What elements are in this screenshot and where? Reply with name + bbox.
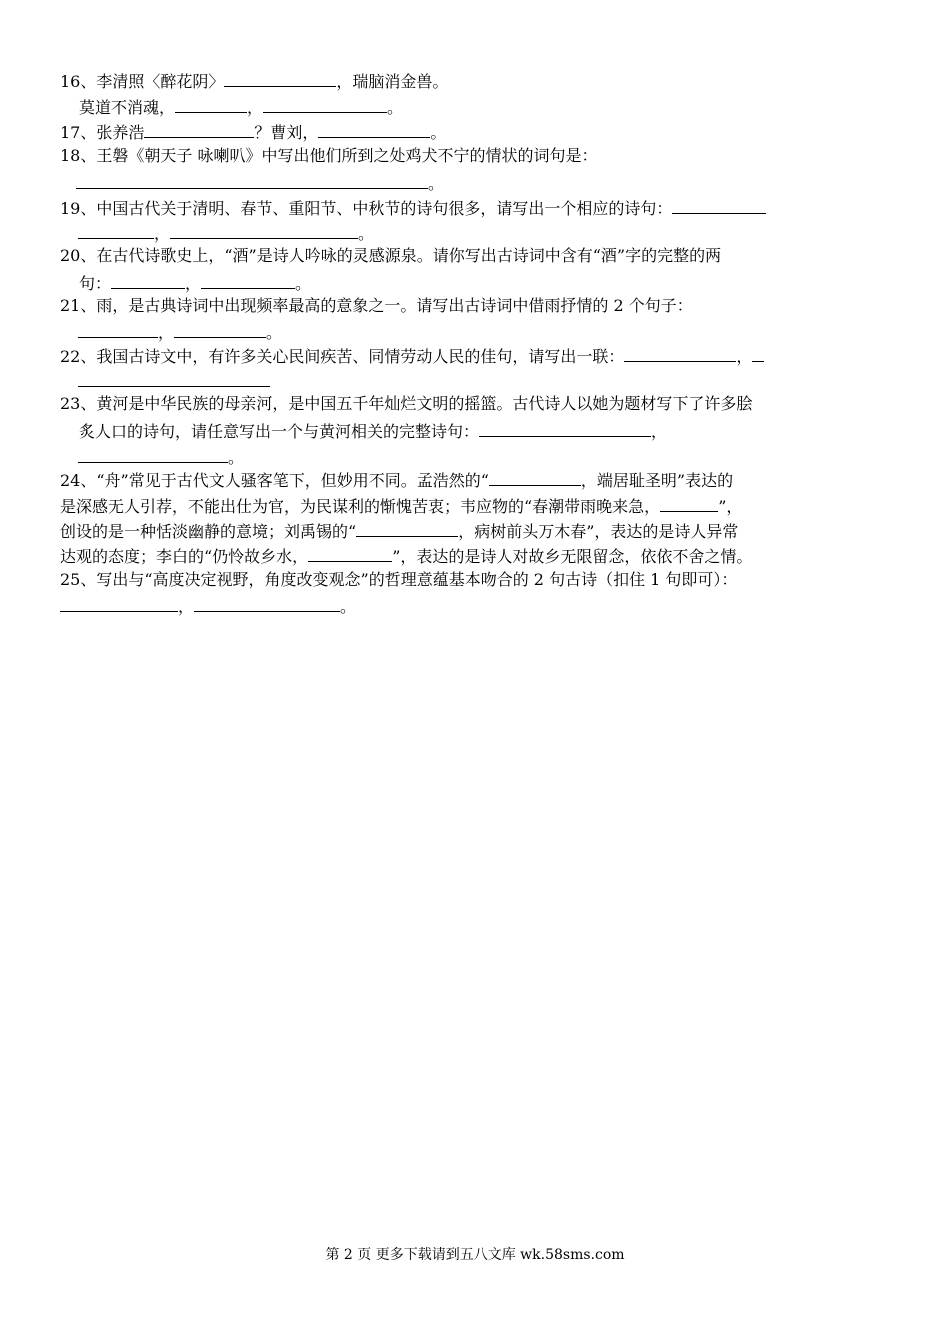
answer-blank[interactable] [78,370,270,387]
question-25-line-2 [60,595,356,617]
answer-blank[interactable] [263,96,387,113]
question-24-line-2 [60,495,742,517]
question-16-end: 。 [387,98,404,117]
question-23-line-3 [78,446,244,468]
answer-blank[interactable] [624,345,736,362]
answer-blank[interactable] [174,321,266,338]
answer-blank[interactable] [78,321,158,338]
question-17-text-a: 17、张养浩 [60,123,145,142]
question-24-text-b: ，端居耻圣明”表达的 [580,471,734,490]
answer-blank[interactable] [76,172,428,189]
question-20-line-2 [79,272,311,294]
question-21-end: 。 [266,323,283,342]
answer-blank[interactable] [111,272,185,289]
question-24-text-h: ”，表达的是诗人对故乡无限留念，依依不舍之情。 [392,547,753,566]
question-16-sep: ， [247,98,264,117]
question-18-line-2 [76,172,444,194]
answer-blank[interactable] [308,545,392,562]
answer-blank[interactable] [660,495,718,512]
question-24-line-1 [60,469,733,491]
question-24-line-3 [60,520,738,542]
answer-blank[interactable] [201,272,295,289]
question-23-line-2 [79,420,667,442]
question-17-end: 。 [430,123,447,142]
answer-blank[interactable] [672,197,766,214]
answer-blank[interactable] [175,96,247,113]
question-18-end: 。 [428,174,445,193]
question-19-text: 19、中国古代关于清明、春节、重阳节、中秋节的诗句很多，请写出一个相应的诗句： [60,199,673,218]
question-25-line-1: 25、写出与“高度决定视野，角度改变观念”的哲理意蕴基本吻合的 2 句古诗（扣住 1 句即可）： [60,570,738,589]
question-25-end: 。 [340,597,357,616]
question-24-text-d: ”， [718,497,743,516]
question-24-text-e: 创设的是一种恬淡幽静的意境；刘禹锡的“ [60,522,357,541]
answer-blank[interactable] [194,595,340,612]
question-19-sep: ， [154,224,171,243]
answer-blank[interactable] [170,222,358,239]
question-21-line-1: 21、雨，是古典诗词中出现频率最高的意象之一。请写出古诗词中借雨抒情的 2 个句子： [60,296,693,315]
question-23-end: 。 [228,448,245,467]
question-16-text-a: 16、李清照〈醉花阴〉 [60,72,225,91]
question-18-line-1: 18、王磐《朝天子 咏喇叭》中写出他们所到之处鸡犬不宁的情状的词句是： [60,146,598,165]
question-24-text-a: 24、“舟”常见于古代文人骚客笔下，但妙用不同。孟浩然的“ [60,471,489,490]
answer-blank[interactable] [144,121,254,138]
question-19-line-1 [60,197,766,219]
answer-blank[interactable] [78,446,228,463]
page-footer: 第 2 页 更多下载请到五八文库 wk.58sms.com [325,1247,625,1263]
question-25-sep: ， [178,597,195,616]
question-17 [60,121,446,143]
answer-blank[interactable] [489,469,581,486]
answer-blank[interactable] [356,520,458,537]
question-24-text-c: 是深感无人引荐，不能出仕为官，为民谋利的惭愧苦衷；韦应物的“春潮带雨晚来急， [60,497,661,516]
answer-blank[interactable] [752,345,764,362]
question-22-line-1 [60,345,764,367]
question-21-line-2 [78,321,282,343]
answer-blank[interactable] [224,70,336,87]
question-24-text-g: 达观的态度；李白的“仍怜故乡水， [60,547,309,566]
question-21-sep: ， [158,323,175,342]
question-20-end: 。 [295,274,312,293]
answer-blank[interactable] [318,121,430,138]
answer-blank[interactable] [479,420,651,437]
question-16-line-2 [79,96,403,118]
question-20-line-1: 20、在古代诗歌史上，“酒”是诗人吟咏的灵感源泉。请你写出古诗词中含有“酒”字的完整的两 [60,246,722,265]
question-22-text: 22、我国古诗文中，有许多关心民间疾苦、同情劳动人民的佳句，请写出一联： [60,347,625,366]
answer-blank[interactable] [78,222,154,239]
question-16-text-b: ，瑞脑消金兽。 [336,72,449,91]
question-19-end: 。 [358,224,375,243]
question-24-text-f: ，病树前头万木春”，表达的是诗人异常 [458,522,739,541]
question-23-text-b: 炙人口的诗句，请任意写出一个与黄河相关的完整诗句： [79,422,480,441]
answer-blank[interactable] [60,595,178,612]
question-23-line-1: 23、黄河是中华民族的母亲河，是中国五千年灿烂文明的摇篮。古代诗人以她为题材写下了许多脍 [60,394,753,413]
question-17-text-b: ？曹刘， [254,123,319,142]
question-24-line-4 [60,545,752,567]
question-16-text-c: 莫道不消魂， [79,98,176,117]
question-16-line-1 [60,70,448,92]
question-23-sep: ， [651,422,668,441]
question-19-line-2 [78,222,374,244]
question-20-sep: ， [185,274,202,293]
question-20-text-b: 句： [79,274,112,293]
question-22-line-2 [78,370,270,392]
question-22-sep: ， [736,347,753,366]
